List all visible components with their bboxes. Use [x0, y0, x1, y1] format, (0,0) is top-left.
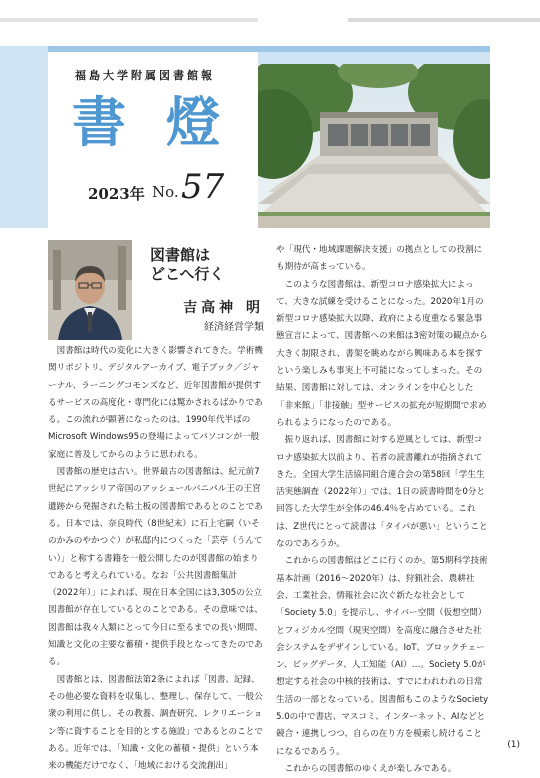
article-title-line-1: 図書館は [150, 246, 211, 264]
newsletter-subtitle: 福島大学附属図書館報 [75, 69, 215, 82]
paragraph: これからの図書館のゆくえが楽しみである。 [284, 763, 457, 774]
paragraph: これからの図書館はどこに行くのか。第5期科学技術基本計画（2016～2020年）は、狩猟社会、農耕社会、工業社会、情報社会に次ぐ新たな社会として「Society 5.0」を提示し、サイバー空間（仮想空間）とフィジカル空間（現実空間）を高度に融合させた社会システムをデザインしている。IoT、ブロックチェーン、ビッグデータ、人工知能（AI）…。Society 5.0が想定する社会の中核的技術は、すでにわれわれの日常生活の一部となっている。図書館もこのようなSociety 5.0の中で書店、マスコミ、インターネット、AIなどと競合・連携しつつ、自らの在り方を模索し続けることになるであろう。 [276, 556, 489, 757]
page-number: (1) [507, 740, 520, 750]
paragraph: 図書館とは、図書館法第2条によれば「図書、記録、その他必要な資料を収集し、整理し、保存して、一般公衆の利用に供し、その教養、調査研究、レクリエーション等に資することを目的とする施設」であるとのことである。近年では、「知識・文化の蓄積・提供」という本来の機能だけでなく、「地域における交流創出」 [48, 674, 263, 772]
paragraph: 図書館の歴史は古い。世界最古の図書館は、紀元前7世紀にアッシリア帝国のアッシュールバニパル王の王宮遺跡から発掘された粘土板の図書館であるとのことである。日本では、奈良時代（8世紀末）に石上宅嗣（いそのかみのやかつぐ）が私邸内につくった「芸亭（うんてい）」と称する書籍を一般公開したのが図書館の始まりであると考えられている。なお「公共図書館集計（2022年）」によれば、現在日本全国には3,305の公立図書館が存在しているとのことである。その意味では、図書館は我々人類にとって今日に至るまでの長い期間、知識と文化の主要な蓄積・提供手段となってきたのである。 [48, 467, 263, 668]
top-rule [0, 18, 540, 22]
paragraph: このような図書館は、新型コロナ感染拡大によって、大きな試練を受けることになった。2020年1月の新型コロナ感染拡大以降、政府による度重なる緊急事態宣言によって、図書館への来館は3密対策の観点から大きく制限され、書架を眺めながら興味ある本を探すという楽しみも事実上不可能になってしまった。その結果、図書館に対しては、オンラインを中心とした「非来館」「非接触」型サービスの拡充が短期間で求められるようになったのである。 [276, 279, 488, 428]
paragraph: 図書館は時代の変化に大きく影響されてきた。学術機関リポジトリ、デジタルアーカイブ、電子ブック／ジャーナル、ラーニングコモンズなど、近年図書館が提供するサービスの高度化・専門化には驚かされるばかりである。この流れが顕著になったのは、1990年代半ばのMicrosoft Windows95の登場によってパソコンが一般家庭に普及してからのように思われる。 [48, 346, 263, 460]
article-body-right-column [276, 242, 490, 778]
author-portrait [48, 240, 132, 340]
issue-year: 2023年 [88, 185, 145, 203]
article-title-line-2: どこへ行く [150, 265, 225, 283]
paragraph: や「現代・地域課題解決支援」の拠点としての役割にも期待が高まっている。 [276, 245, 483, 273]
title-char-1: 書 [72, 90, 126, 154]
issue-number-label: No. [152, 183, 179, 201]
issue-number: 57 [181, 167, 225, 207]
author-name: 吉高神 明 [183, 300, 264, 316]
author-department: 経済経営学類 [204, 322, 264, 333]
newsletter-title [72, 92, 258, 158]
article-title [150, 246, 224, 284]
paragraph: 振り返れば、図書館に対する逆風としては、新型コロナ感染拡大以前より、若者の読書離れが指摘されてきた。全国大学生活協同組合連合会の第58回「学生生活実態調査（2022年）」では、1日の読書時間を0分と回答した大学生が全体の46.4％を占めている。これは、Z世代にとって読書は「タイパが悪い」ということなのであろうか。 [276, 435, 488, 550]
library-building-photo [258, 64, 490, 228]
title-char-2: 燈 [166, 90, 220, 154]
article-body-left-column [48, 343, 264, 775]
